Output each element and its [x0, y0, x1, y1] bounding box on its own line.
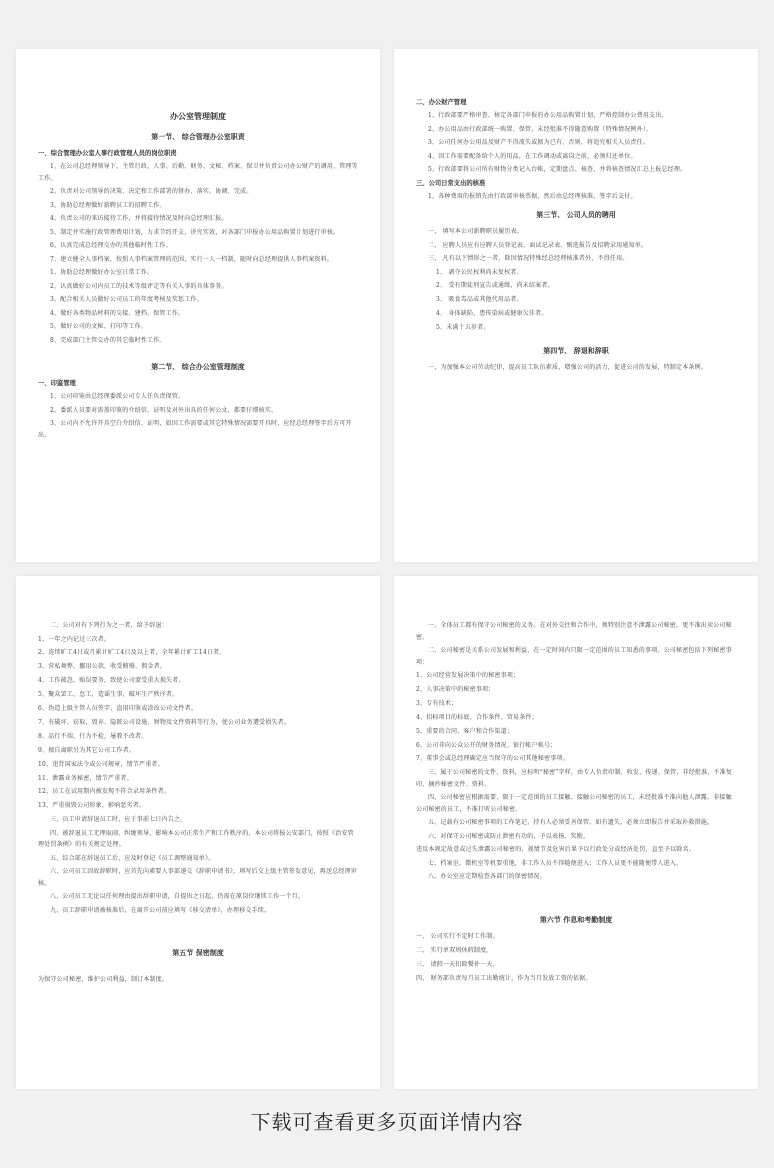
list-item: 2、 受有期徒刑宣告或通缉，尚未结案者。 — [436, 282, 554, 290]
paragraph: 1、公司印鉴由总经理委派公司专人任负责保管。 — [50, 393, 185, 400]
list-item: 4、招标项目的标底、合作条件、贸易条件； — [416, 713, 538, 721]
section-title: 第三节、 公司人员的聘用 — [536, 210, 616, 219]
paragraph: 5、做好公司的文秘、打印等工作。 — [50, 323, 148, 330]
list-item: 12、员工在试用期内被发现不符合录用条件者。 — [38, 788, 171, 796]
list-item: 5、未满十五岁者。 — [436, 324, 490, 332]
document-page-2 — [394, 49, 758, 562]
list-item: 11、泄露业务秘密，情节严重者。 — [38, 774, 133, 782]
list-item: 2、人事决策中的秘密事项； — [416, 685, 495, 693]
paragraph: 四、被辞退员工无理取闹、纠缠领导，影响本公司正常生产和工作秩序的，本公司将报公安部门，按照《治安管理处罚条例》的有关规定处理。 — [38, 829, 354, 849]
document-title: 办公室管理制度 — [170, 111, 226, 121]
paragraph: 五、记载有公司秘密事项的工作笔记，持有人必须妥善保管。如有遗失，必须立即报告并采取补救措施。 — [428, 819, 714, 827]
paragraph: 1、在公司总经理领导下，主管行政、人事、后勤、财务、文秘、档案、保卫并负责公司办公财产的调用、管理等工作。 — [38, 163, 358, 182]
paragraph: 5、制定并实施行政管理费用计划，力求节约开支，讲究实效，对各部门申报办公用品购置计划进行审核。 — [50, 228, 340, 236]
paragraph: 三、属于公司秘密的文件、资料，应标明“秘密”字样，由专人负责印制、收发、传递、保管，非经批准，不准复印、摘抄秘密文件、资料。 — [416, 769, 733, 788]
paragraph: 3、公司任何办公用品及财产不得流失或据为已有，否则，将追究相关人员责任。 — [428, 139, 650, 146]
paragraph: 3、协助总经理做好新聘员工的招聘工作。 — [50, 201, 166, 209]
list-item: 5、重要的合同、客户和合作渠道； — [416, 727, 514, 735]
list-item: 5、聚众罢工，怠工，造谣生事，破坏生产秩序者。 — [38, 691, 179, 699]
list-item: 6、伪造上级主管人员签字，盗用印鉴或涂改公司文件者。 — [38, 705, 198, 713]
paragraph: 8、完成部门主管交办的其它临时性工作。 — [50, 336, 166, 344]
paragraph: 一、为加强本公司劳动纪律，提高员工队伍素质，增强公司的活力，促进公司的发展，特制定本条例。 — [428, 363, 708, 371]
list-item: 7、有破坏、窃取、毁弃、隐匿公司设施、财物及文件资料等行为，使公司业务遭受损失者。 — [38, 718, 291, 726]
sub-heading: 三、公司日常支出的核准 — [416, 179, 486, 187]
paragraph: 2、办公用品由行政部统一购置、保管，未经批准不得随意购置（特殊情况例外）。 — [428, 125, 653, 133]
section-title: 第六节 作息和考勤制度 — [539, 914, 613, 924]
paragraph: 4、因工作需要配备给个人的用品，在工作调动或离岗之前，必须归还单位。 — [428, 152, 637, 160]
paragraph: 1、行政部要严格审查、核定各部门申报的办公用品购置计划，严格控制办公费用支出。 — [428, 112, 668, 119]
section-title: 第四节、 辞退和辞职 — [543, 345, 609, 355]
paragraph: 1、协助总经理做好办公室日常工作。 — [50, 269, 154, 276]
paragraph: 二、 应聘人员应有应聘人员登记表、面试记录表、甄选报告及招聘录用通知单。 — [428, 241, 648, 249]
list-item: 6、公司非向公众公开的财务情况、银行帐户帐号； — [416, 741, 557, 749]
list-item: 一、 公司实行不定时工作制。 — [416, 932, 499, 940]
paragraph: 八、公司员工无论以任何理由提出辞职申请，自提出之日起，仍需在原岗位继续工作一个月。 — [50, 893, 305, 901]
paragraph: 5、行政部要将公司所有财物分类记入台帐，定期盘点、核查，并将核查情况汇总上报总经理。 — [428, 166, 687, 173]
list-item: 4、工作疏忽，贻误要务，致使公司蒙受重大损失者。 — [38, 677, 185, 685]
paragraph: 2、认真做好公司内员工的技术等级评定等有关人事的具体事务。 — [50, 282, 228, 290]
list-item: 1、 剥夺公民权利尚未复权者。 — [436, 268, 523, 276]
paragraph: 4、做好各类物品材料的交接、建档、保管工作。 — [50, 309, 185, 317]
list-item: 1、公司经营发展决策中的秘密事项； — [416, 672, 520, 679]
paragraph: 二、公司秘密是关系公司发展和利益，在一定时间内只限一定范围的员工知悉的事项。公司秘密包括下列秘密事项： — [416, 647, 732, 666]
document-page-3 — [16, 576, 380, 1089]
paragraph: 二、公司对有下列行为之一者，给予辞退： — [50, 622, 168, 629]
list-item: 3、营私舞弊，挪用公款，收受贿赂、佣金者。 — [38, 663, 167, 671]
sub-heading: 二、办公财产管理 — [416, 99, 467, 106]
document-page-4 — [394, 576, 758, 1089]
paragraph: 违反本规定故意或过失泄露公司秘密的，视情节及危害后果予以行政处分或经济处罚，直至予以除名。 — [416, 846, 696, 854]
list-item: 三、 请假一天扣除餐补一天。 — [416, 960, 499, 968]
list-item: 10、违背国家法令或公司规章，情节严重者。 — [38, 760, 164, 768]
paragraph: 2、委派人员要对需盖印鉴的介绍信、证明及对外出具的任何公文，都要仔细核实。 — [50, 406, 278, 414]
section-title: 第一节、 综合管理办公室职责 — [151, 132, 245, 141]
list-item: 9、擅自离职另为其它公司工作者。 — [38, 746, 136, 754]
paragraph: 四、公司秘密应根据需要，限于一定范围的员工接触。接触公司秘密的员工，未经批准不准向他人泄露。非接触公司秘密的员工，不准打听公司秘密。 — [416, 794, 732, 813]
paragraph: 为保守公司秘密，维护公司利益，制订本制度。 — [38, 976, 169, 984]
paragraph: 4、负责公司的来访接待工作，并将接待情况及时向总经理汇报。 — [50, 215, 228, 222]
paragraph: 九、员工辞职申请被核准后，在离开公司前应填写《移交清单》，办理移交手续。 — [50, 906, 271, 914]
list-item: 3、专有技术； — [416, 699, 458, 707]
paragraph: 三、员工申请辞退员工时，应于事前七日内告之。 — [50, 816, 187, 824]
paragraph: 一、 填写本公司新聘职员履历表。 — [428, 228, 524, 235]
paragraph: 3、公司内不允许开具空白介绍信、证明，如因工作需要或其它特殊情况需要开具时，应经总经理签字后方可开出。 — [38, 420, 352, 439]
section-title: 第二节、 综合办公室管理制度 — [151, 362, 245, 371]
paragraph: 八、办公室应定期检查各部门的保密情况。 — [428, 873, 546, 881]
paragraph: 七、档案室、微机室等机要重地，非工作人员不得随便进入；工作人员更不能随便带人进入。 — [428, 859, 683, 867]
paragraph: 6、认真完成总经理交办的其他临时性工作。 — [50, 242, 172, 249]
list-item: 四、 财务部负责每月员工出勤统计，作为当月发放工资的依据。 — [416, 974, 592, 982]
list-item: 7、董事会或总经理确定应当保守的公司其他秘密事项。 — [416, 755, 569, 763]
sub-heading: 一、综合管理办公室人事行政管理人员的岗位职责 — [38, 150, 177, 157]
paragraph: 三、 凡有以下情形之一者，除因情况特殊经总经理核准者外，不得任用。 — [428, 255, 629, 262]
paragraph: 7、建立健全人事档案，按照人事档案管理的范围，实行一人一档制，随时向总经理提供人事档案资料。 — [50, 255, 334, 263]
paragraph: 六、对保守公司秘密或防止泄密有功的，予以表扬、奖励。 — [428, 832, 590, 840]
paragraph: 六、公司员工因故辞职时，应首先向素要人事部递交《辞职申请书》，填写后交上级主管签发意见，再送总经理审核。 — [38, 868, 358, 887]
download-more-caption: 下载可查看更多页面详情内容 — [250, 1110, 524, 1134]
list-item: 3、 吸食毒品或其他代用品者。 — [436, 296, 523, 304]
section-title: 第五节 保密制度 — [172, 948, 224, 958]
list-item: 1、一年之内记过三次者。 — [38, 635, 111, 643]
paragraph: 五、综合部在辞退员工后，应及时登记《员工调整通知单》。 — [50, 854, 215, 862]
list-item: 4、 身体缺陷、患传染病或健康欠佳者。 — [436, 310, 548, 318]
list-item: 2、连续旷工4日或月累计旷工4日及以上者，全年累计旷工14日者。 — [38, 649, 226, 657]
paragraph: 3、配合相关人员做好公司员工的年度考核及奖惩工作。 — [50, 296, 203, 303]
paragraph: 2、负责对公司领导的决策、决定和工作部署的督办、落实、协调、完成。 — [50, 188, 253, 195]
paragraph: 1、各种费用的报销先由行政部审核票据，然后由总经理核准、签字后支付。 — [428, 192, 637, 200]
document-page-1 — [16, 49, 380, 562]
list-item: 8、品行不端、行为不检，屡教不改者。 — [38, 732, 148, 740]
sub-heading: 一、印鉴管理 — [38, 380, 76, 387]
paragraph: 一、全体员工都有保守公司秘密的义务。在对外交往和合作中，须特别注意不泄露公司秘密，更不准出卖公司秘密。 — [416, 622, 732, 641]
list-item: 二、 实行单双周休假制度。 — [416, 946, 493, 954]
list-item: 13、严重损毁公司形象，影响恶劣者。 — [38, 802, 146, 810]
